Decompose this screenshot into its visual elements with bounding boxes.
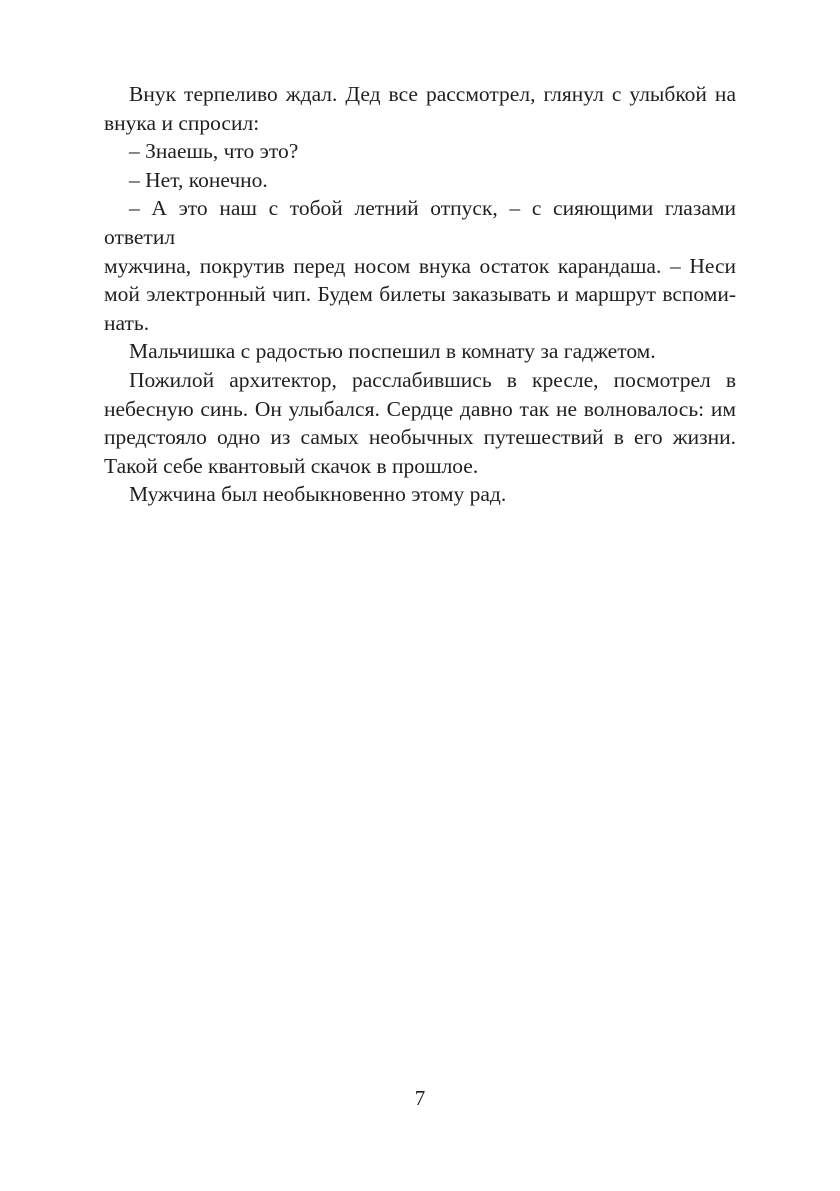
paragraph — [104, 366, 736, 480]
paragraph — [104, 137, 736, 166]
text-line: мой электронный чип. Будем билеты заказывать и маршрут вспоми- — [104, 282, 736, 307]
paragraph — [104, 194, 736, 337]
text-line: небесную синь. Он улыбался. Сердце давно так не волновалось: им — [104, 396, 736, 421]
text-line: Пожилой архитектор, расслабившись в кресле, посмотрел в — [129, 367, 736, 392]
text-line: мужчина, покрутив перед носом внука остаток карандаша. – Неси — [104, 253, 736, 278]
text-line: внука и спросил: — [104, 110, 260, 135]
paragraph — [104, 80, 736, 137]
page-number: 7 — [414, 1086, 426, 1110]
text-line: Мальчишка с радостью поспешил в комнату за гаджетом. — [129, 339, 656, 364]
text-line: – А это наш с тобой летний отпуск, – с сияющими глазами ответил — [104, 196, 736, 249]
paragraph — [104, 480, 736, 509]
body-text — [104, 80, 736, 509]
text-line: Такой себе квантовый скачок в прошлое. — [104, 453, 479, 478]
text-line: нать. — [104, 310, 150, 335]
paragraph — [104, 166, 736, 195]
text-line: предстояло одно из самых необычных путешествий в его жизни. — [104, 425, 736, 450]
text-line: – Нет, конечно. — [129, 167, 268, 192]
text-line: – Знаешь, что это? — [129, 139, 299, 164]
text-line: Внук терпеливо ждал. Дед все рассмотрел, глянул с улыбкой на — [129, 82, 736, 106]
paragraph — [104, 337, 736, 366]
text-line: Мужчина был необыкновенно этому рад. — [129, 482, 507, 507]
